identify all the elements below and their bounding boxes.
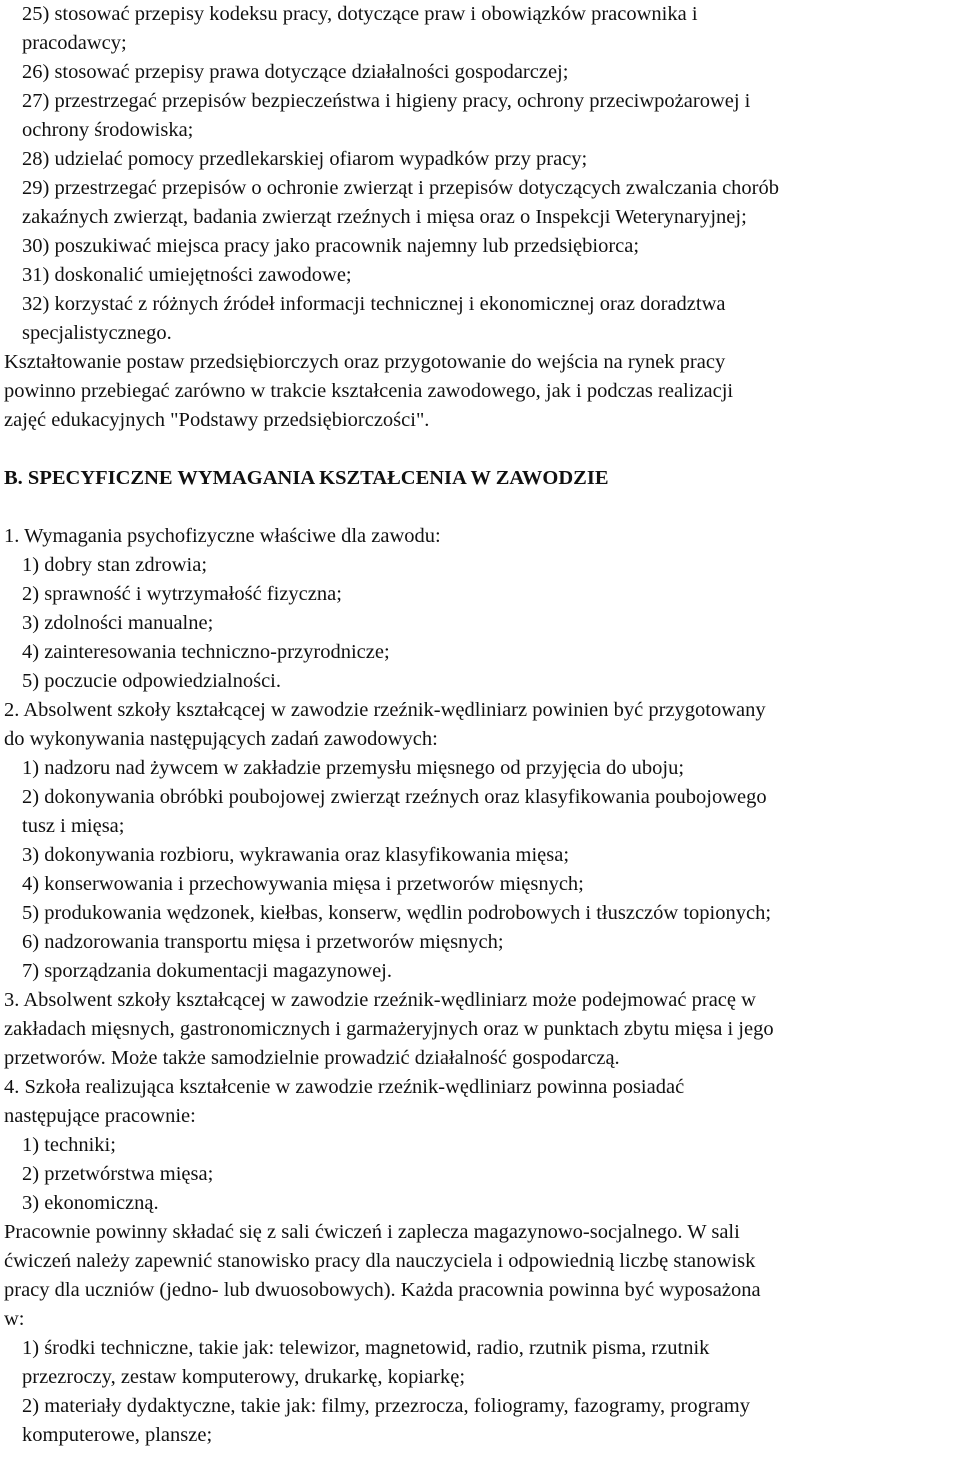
- list-item-continuation: przezroczy, zestaw komputerowy, drukarkę, kopiarkę;: [22, 1366, 466, 1388]
- list-item-continuation: pracodawcy;: [22, 32, 127, 54]
- paragraph-line: w:: [4, 1308, 25, 1330]
- list-item: 2) materiały dydaktyczne, takie jak: filmy, przezrocza, foliogramy, fazogramy, programy: [22, 1395, 751, 1417]
- paragraph-line: Pracownie powinny składać się z sali ćwiczeń i zaplecza magazynowo-socjalnego. W sali: [4, 1221, 740, 1243]
- list-item: 27) przestrzegać przepisów bezpieczeństwa i higieny pracy, ochrony przeciwpożarowej i: [22, 90, 751, 112]
- list-item: 30) poszukiwać miejsca pracy jako pracownik najemny lub przedsiębiorca;: [22, 235, 640, 257]
- paragraph-line: pracy dla uczniów (jedno- lub dwuosobowych). Każda pracownia powinna być wyposażona: [4, 1279, 761, 1301]
- list-item-continuation: komputerowe, plansze;: [22, 1424, 213, 1446]
- list-item-continuation: ochrony środowiska;: [22, 119, 194, 141]
- list-item: 29) przestrzegać przepisów o ochronie zwierząt i przepisów dotyczących zwalczania chorób: [22, 177, 779, 199]
- list-item: 26) stosować przepisy prawa dotyczące działalności gospodarczej;: [22, 61, 569, 83]
- list-item: 1) środki techniczne, takie jak: telewizor, magnetowid, radio, rzutnik pisma, rzutnik: [22, 1337, 710, 1359]
- numbered-item: 4. Szkoła realizująca kształcenie w zawodzie rzeźnik-wędliniarz powinna posiadać: [4, 1076, 685, 1098]
- list-item: 7) sporządzania dokumentacji magazynowej.: [22, 960, 392, 982]
- list-item: 1) techniki;: [22, 1134, 116, 1156]
- list-item: 3) dokonywania rozbioru, wykrawania oraz klasyfikowania mięsa;: [22, 844, 570, 866]
- paragraph-line: powinno przebiegać zarówno w trakcie kształcenia zawodowego, jak i podczas realizacji: [4, 380, 734, 402]
- list-item: 1) dobry stan zdrowia;: [22, 554, 208, 576]
- list-item-continuation: tusz i mięsa;: [22, 815, 125, 837]
- list-item-continuation: specjalistycznego.: [22, 322, 172, 344]
- list-item: 6) nadzorowania transportu mięsa i przetworów mięsnych;: [22, 931, 504, 953]
- paragraph-line: zajęć edukacyjnych "Podstawy przedsiębiorczości".: [4, 409, 430, 431]
- list-item: 28) udzielać pomocy przedlekarskiej ofiarom wypadków przy pracy;: [22, 148, 588, 170]
- numbered-item: 1. Wymagania psychofizyczne właściwe dla zawodu:: [4, 525, 441, 547]
- list-item: 5) poczucie odpowiedzialności.: [22, 670, 282, 692]
- list-item: 5) produkowania wędzonek, kiełbas, konserw, wędlin podrobowych i tłuszczów topionych;: [22, 902, 772, 924]
- paragraph-line: Kształtowanie postaw przedsiębiorczych oraz przygotowanie do wejścia na rynek pracy: [4, 351, 726, 373]
- paragraph-line: następujące pracownie:: [4, 1105, 196, 1127]
- list-item-continuation: zakaźnych zwierząt, badania zwierząt rzeźnych i mięsa oraz o Inspekcji Weterynaryjnej;: [22, 206, 747, 228]
- list-item: 31) doskonalić umiejętności zawodowe;: [22, 264, 352, 286]
- list-item: 4) zainteresowania techniczno-przyrodnicze;: [22, 641, 390, 663]
- list-item: 4) konserwowania i przechowywania mięsa i przetworów mięsnych;: [22, 873, 584, 895]
- list-item: 3) ekonomiczną.: [22, 1192, 159, 1214]
- list-item: 2) przetwórstwa mięsa;: [22, 1163, 214, 1185]
- paragraph-line: ćwiczeń należy zapewnić stanowisko pracy dla nauczyciela i odpowiednią liczbę stanowisk: [4, 1250, 756, 1272]
- paragraph-line: przetworów. Może także samodzielnie prowadzić działalność gospodarczą.: [4, 1047, 620, 1069]
- list-item: 2) sprawność i wytrzymałość fizyczna;: [22, 583, 342, 605]
- list-item: 1) nadzoru nad żywcem w zakładzie przemysłu mięsnego od przyjęcia do uboju;: [22, 757, 685, 779]
- numbered-item: 2. Absolwent szkoły kształcącej w zawodzie rzeźnik-wędliniarz powinien być przygotowany: [4, 699, 766, 721]
- list-item: 25) stosować przepisy kodeksu pracy, dotyczące praw i obowiązków pracownika i: [22, 3, 698, 25]
- list-item: 32) korzystać z różnych źródeł informacji technicznej i ekonomicznej oraz doradztwa: [22, 293, 726, 315]
- paragraph-line: zakładach mięsnych, gastronomicznych i garmażeryjnych oraz w punktach zbytu mięsa i jego: [4, 1018, 774, 1040]
- numbered-item: 3. Absolwent szkoły kształcącej w zawodzie rzeźnik-wędliniarz może podejmować pracę w: [4, 989, 756, 1011]
- paragraph-line: do wykonywania następujących zadań zawodowych:: [4, 728, 438, 750]
- list-item: 3) zdolności manualne;: [22, 612, 214, 634]
- list-item: 2) dokonywania obróbki poubojowej zwierząt rzeźnych oraz klasyfikowania poubojowego: [22, 786, 767, 808]
- section-heading: B. SPECYFICZNE WYMAGANIA KSZTAŁCENIA W ZAWODZIE: [4, 467, 609, 489]
